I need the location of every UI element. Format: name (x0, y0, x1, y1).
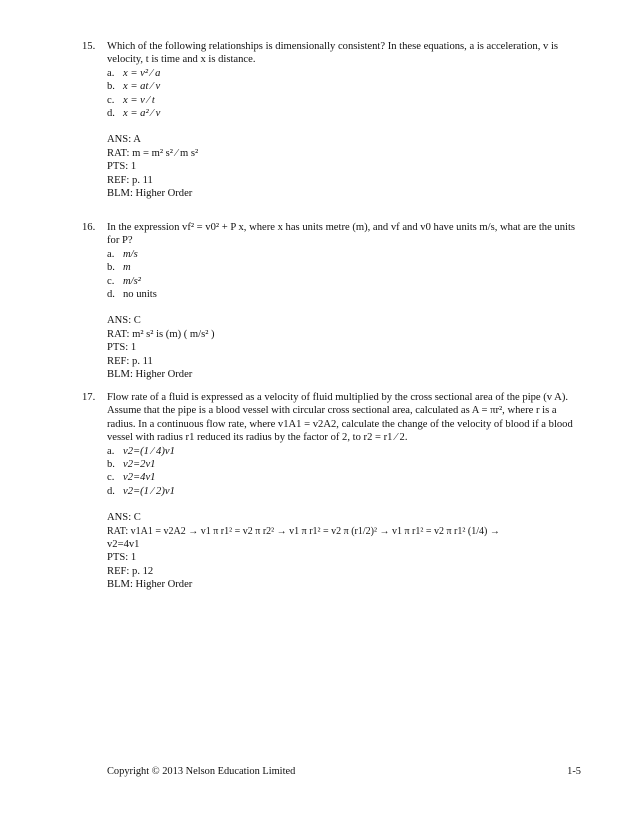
option-text: x = v² ⁄ a (123, 67, 161, 79)
question-number: 17. (82, 392, 96, 403)
option-b: b. m (107, 262, 131, 274)
rationale: RAT: m = m² s² ⁄ m s² (107, 147, 199, 159)
option-text: v2=(1 ⁄ 4)v1 (123, 445, 175, 457)
option-b: b. x = at ⁄ v (107, 81, 161, 93)
option-a: a. m/s (107, 248, 138, 260)
option-a: a. x = v² ⁄ a (107, 67, 161, 79)
option-d: d. v2=(1 ⁄ 2)v1 (107, 485, 175, 497)
option-text: x = v ⁄ t (123, 94, 155, 106)
option-b: b. v2=2v1 (107, 459, 156, 471)
option-text: x = a² ⁄ v (123, 108, 161, 120)
points: PTS: 1 (107, 552, 137, 564)
blooms-level: BLM: Higher Order (107, 369, 193, 381)
question-16 (82, 221, 582, 381)
question-number: 15. (82, 41, 96, 52)
answer: ANS: A (107, 134, 141, 146)
question-15 (82, 40, 582, 200)
reference: REF: p. 12 (107, 565, 154, 577)
rationale: RAT: m² s² is (m) ( m/s² ) (107, 328, 215, 340)
question-stem: Flow rate of a fluid is expressed as a velocity of fluid multiplied by the cross sectional area of the pipe (v A). Assume that the pipe is a blood vessel with circular cross sectional area, calculated as A = πr², where r is a radius. In a continuous flow rate, where v1A1 = v2A2, calculate the change of the velocity of blood if a blood vessel with radius r1 reduced its radius by the factor of 2, to r2 = r1 ⁄ 2. (107, 392, 573, 444)
option-c: c. v2=4v1 (107, 472, 156, 484)
blooms-level: BLM: Higher Order (107, 188, 193, 200)
question-17 (82, 391, 582, 592)
option-d: d. x = a² ⁄ v (107, 108, 161, 120)
option-text: v2=(1 ⁄ 2)v1 (123, 485, 175, 497)
copyright-text: Copyright © 2013 Nelson Education Limited (107, 766, 296, 777)
question-stem: Which of the following relationships is dimensionally consistent? In these equations, a is acceleration, v is velocity, t is time and x is distance. (107, 41, 559, 66)
rationale: RAT: v1A1 = v2A2 → v1 π r1² = v2 π r2² → v1 π r1² = v2 π (r1/2)² → v1 π r1² = v2 π r1² (1/4) → (107, 525, 500, 537)
page-footer (107, 765, 581, 778)
rationale-continued: v2=4v1 (107, 539, 140, 551)
page-number: 1-5 (567, 766, 581, 777)
points: PTS: 1 (107, 161, 137, 173)
option-c: c. x = v ⁄ t (107, 94, 155, 106)
option-d: d. no units (107, 289, 157, 301)
option-text: m (123, 262, 131, 274)
reference: REF: p. 11 (107, 174, 153, 186)
option-text: v2=2v1 (123, 459, 156, 471)
points: PTS: 1 (107, 342, 137, 354)
question-number: 16. (82, 222, 96, 233)
option-text: m/s (123, 248, 138, 260)
answer: ANS: C (107, 315, 141, 327)
option-text: no units (123, 289, 157, 301)
option-text: v2=4v1 (123, 472, 156, 484)
option-text: m/s² (123, 275, 141, 287)
option-text: x = at ⁄ v (123, 81, 161, 93)
blooms-level: BLM: Higher Order (107, 579, 193, 591)
question-stem: In the expression vf² = v0² + P x, where x has units metre (m), and vf and v0 have units m/s, what are the units for P? (107, 222, 576, 247)
answer: ANS: C (107, 512, 141, 524)
option-c: c. m/s² (107, 275, 141, 287)
option-a: a. v2=(1 ⁄ 4)v1 (107, 445, 175, 457)
reference: REF: p. 11 (107, 355, 153, 367)
